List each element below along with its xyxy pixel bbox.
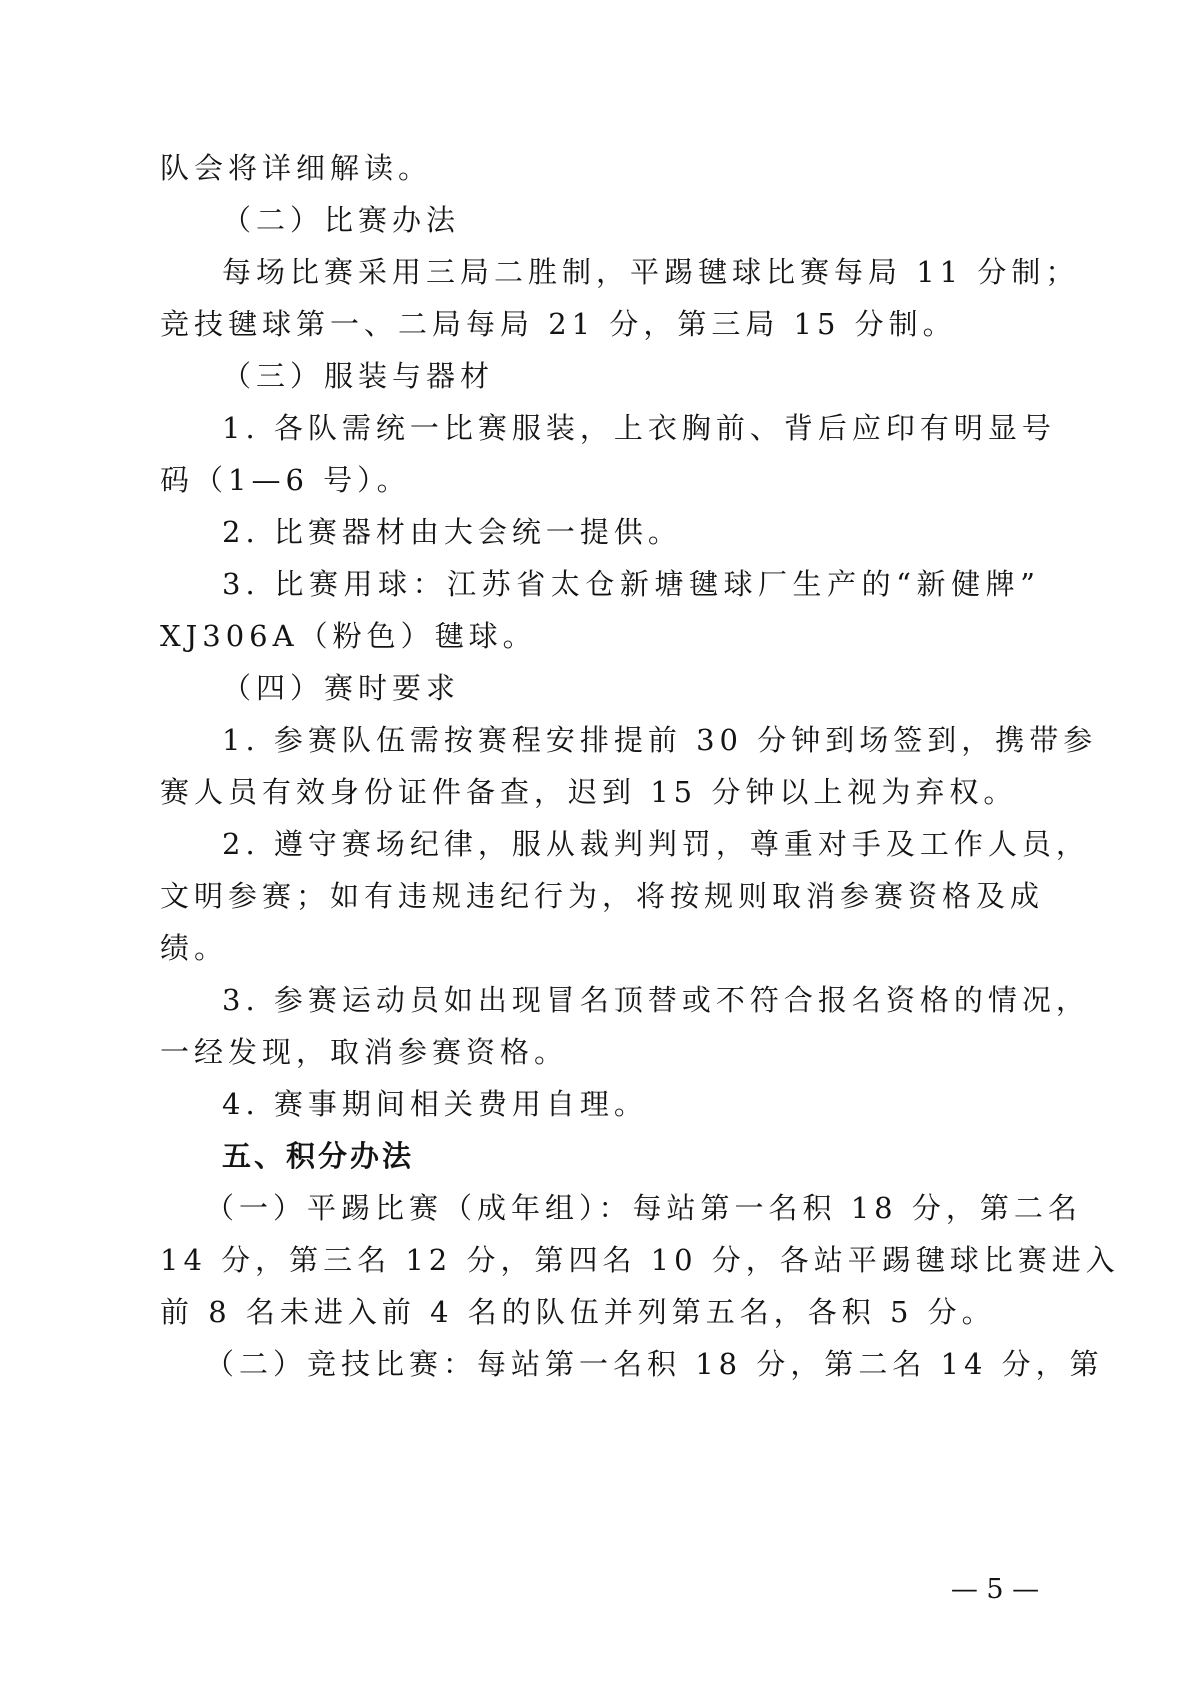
paragraph-line: 前 8 名未进入前 4 名的队伍并列第五名，各积 5 分。 [160,1295,996,1329]
paragraph-line: （二）竞技比赛：每站第一名积 18 分，第二名 14 分，第 [205,1347,1104,1381]
paragraph-line: 4. 赛事期间相关费用自理。 [222,1087,648,1121]
paragraph-line: XJ306A（粉色）毽球。 [160,619,537,653]
subheading-match-requirements: （四）赛时要求 [222,671,461,705]
paragraph-line: 绩。 [160,931,229,965]
paragraph-line: 码（1—6 号）。 [160,463,411,497]
subheading-uniform-equipment: （三）服装与器材 [222,359,495,393]
paragraph-line: 1. 各队需统一比赛服装，上衣胸前、背后应印有明显号 [222,411,1056,445]
paragraph-line: 赛人员有效身份证件备查，迟到 15 分钟以上视为弃权。 [160,775,1018,809]
paragraph-line: 每场比赛采用三局二胜制，平踢毽球比赛每局 11 分制； [222,255,1080,289]
paragraph-line: 14 分，第三名 12 分，第四名 10 分，各站平踢毽球比赛进入 [160,1243,1120,1277]
paragraph-line: （一）平踢比赛（成年组）：每站第一名积 18 分，第二名 [205,1191,1082,1225]
paragraph-line: 2. 比赛器材由大会统一提供。 [222,515,682,549]
text-line-continuation: 队会将详细解读。 [160,151,433,185]
paragraph-line: 2. 遵守赛场纪律，服从裁判判罚，尊重对手及工作人员， [222,827,1090,861]
subheading-competition-method: （二）比赛办法 [222,203,461,237]
paragraph-line: 3. 参赛运动员如出现冒名顶替或不符合报名资格的情况， [222,983,1090,1017]
paragraph-line: 文明参赛；如有违规违纪行为，将按规则取消参赛资格及成 [160,879,1045,913]
page-number: — 5 — [950,1574,1040,1605]
paragraph-line: 一经发现，取消参赛资格。 [160,1035,569,1069]
paragraph-line: 3. 比赛用球：江苏省太仓新塘毽球厂生产的“新健牌” [222,567,1040,601]
paragraph-line: 竞技毽球第一、二局每局 21 分，第三局 15 分制。 [160,307,957,341]
paragraph-line: 1. 参赛队伍需按赛程安排提前 30 分钟到场签到，携带参 [222,723,1098,757]
section-heading-points-method: 五、积分办法 [222,1139,415,1173]
